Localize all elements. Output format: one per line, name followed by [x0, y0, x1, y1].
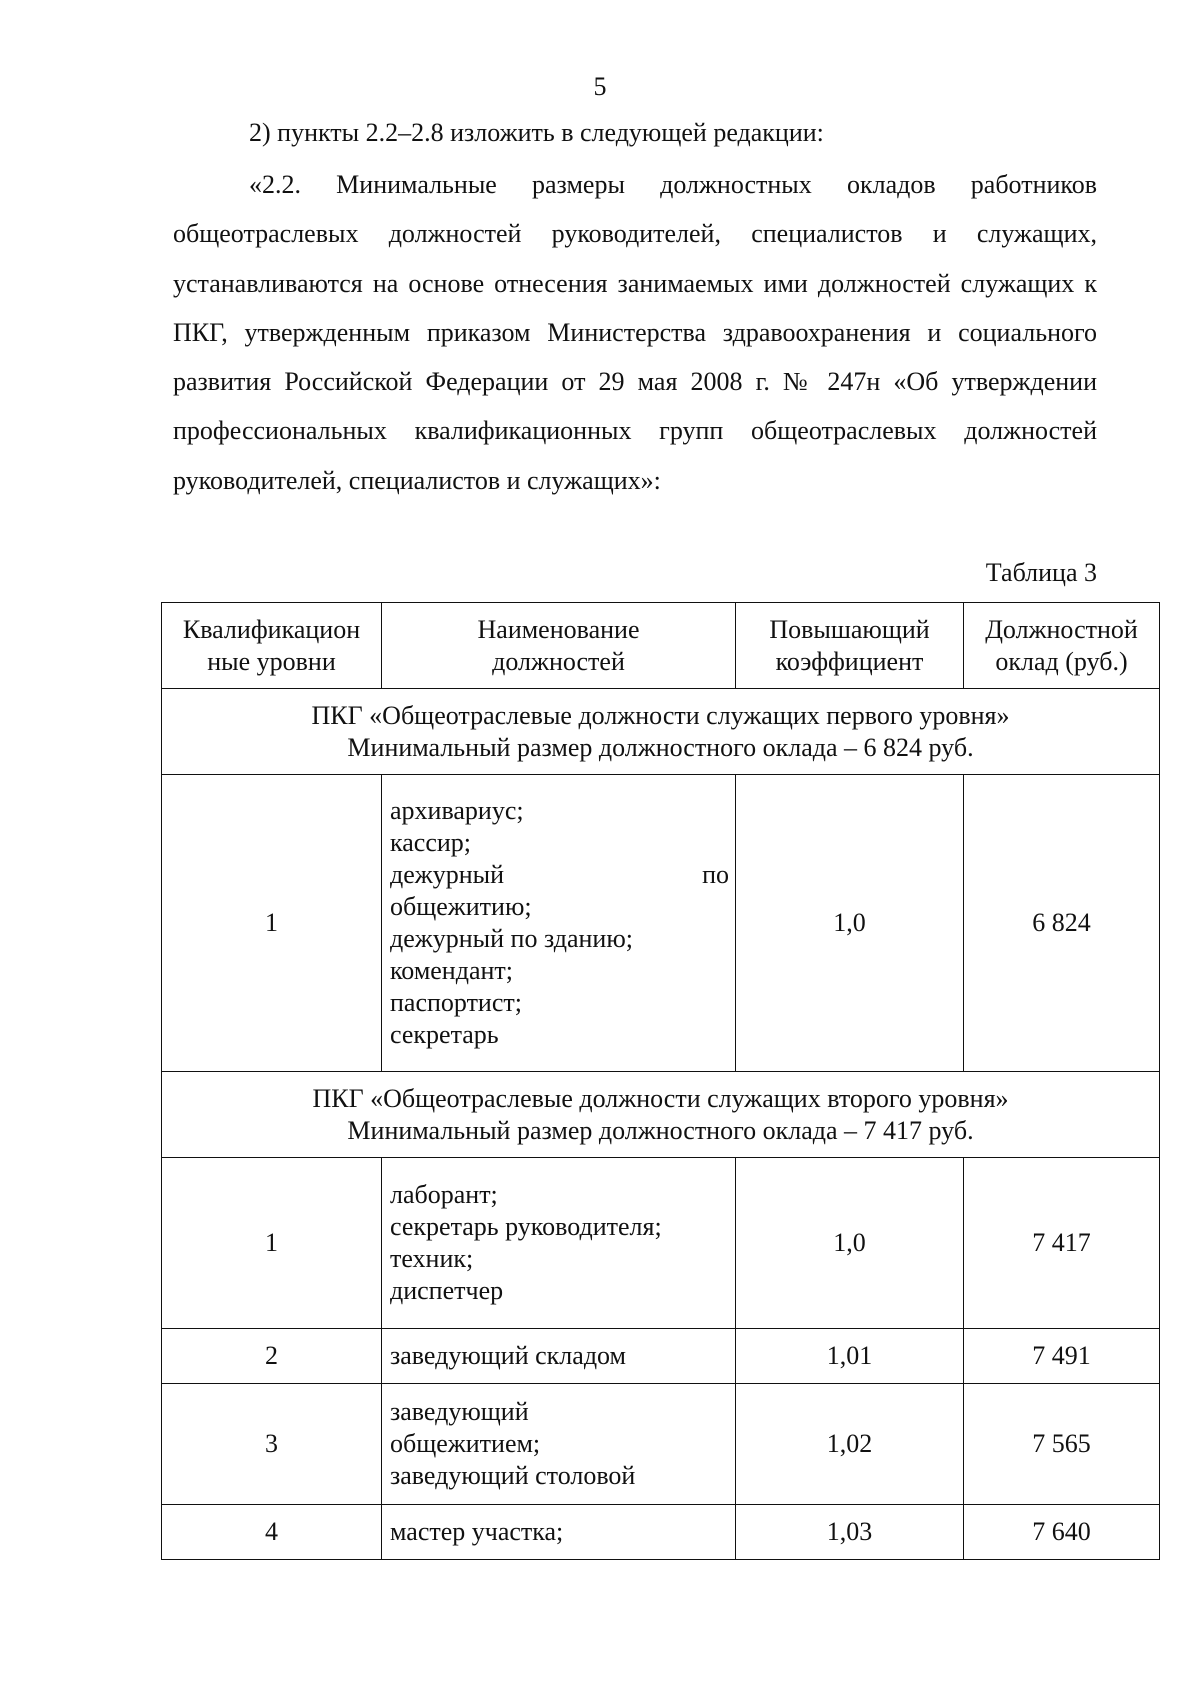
names-cell: [382, 1158, 736, 1329]
names-cell: [382, 1329, 736, 1384]
table-row: [162, 1384, 1160, 1505]
group-min-salary: Минимальный размер должностного оклада – 6 824 руб.: [347, 732, 974, 762]
position-name: мастер участка;: [390, 1517, 564, 1546]
level-cell: 2: [162, 1329, 382, 1384]
salary-cell: 6 824: [964, 775, 1160, 1072]
table-row: [162, 1329, 1160, 1384]
group-header-row: [162, 689, 1160, 775]
position-name: диспетчер: [390, 1276, 504, 1305]
position-name: дежурный по зданию;: [390, 924, 633, 953]
body-paragraph: [173, 160, 1097, 505]
coefficient-cell: 1,03: [736, 1505, 964, 1560]
coefficient-cell: 1,02: [736, 1384, 964, 1505]
intro-line: 2) пункты 2.2–2.8 изложить в следующей редакции:: [249, 118, 824, 147]
group-min-salary: Минимальный размер должностного оклада – 7 417 руб.: [347, 1115, 974, 1145]
table-row: [162, 1505, 1160, 1560]
salary-cell: 7 640: [964, 1505, 1160, 1560]
position-name: заведующий складом: [390, 1341, 627, 1370]
group-title: ПКГ «Общеотраслевые должности служащих первого уровня»: [311, 700, 1010, 730]
level-cell: 4: [162, 1505, 382, 1560]
position-name: паспортист;: [390, 988, 522, 1017]
coefficient-cell: 1,0: [736, 1158, 964, 1329]
position-name: секретарь: [390, 1020, 499, 1049]
table-row: [162, 1158, 1160, 1329]
position-name: техник;: [390, 1244, 474, 1273]
position-name: по: [702, 860, 729, 889]
level-cell: 3: [162, 1384, 382, 1505]
position-name: общежитием;: [390, 1429, 541, 1458]
table-row: [162, 775, 1160, 1072]
position-name: секретарь руководителя;: [390, 1212, 662, 1241]
salary-cell: 7 491: [964, 1329, 1160, 1384]
coefficient-cell: 1,01: [736, 1329, 964, 1384]
names-cell: [382, 1384, 736, 1505]
position-name: лаборант;: [390, 1180, 498, 1209]
group-title-cell: [162, 1072, 1160, 1158]
salary-cell: 7 417: [964, 1158, 1160, 1329]
position-name: комендант;: [390, 956, 513, 985]
level-cell: 1: [162, 1158, 382, 1329]
position-name: дежурный: [390, 860, 505, 889]
page-number: 5: [593, 72, 607, 101]
table-caption: Таблица 3: [985, 558, 1097, 587]
position-name-split: [390, 859, 729, 891]
salary-cell: 7 565: [964, 1384, 1160, 1505]
header-coefficient: Повышающий коэффициент: [736, 603, 964, 689]
group-title-cell: [162, 689, 1160, 775]
position-name: общежитию;: [390, 892, 532, 921]
group-title: ПКГ «Общеотраслевые должности служащих второго уровня»: [312, 1083, 1009, 1113]
header-name: Наименование должностей: [382, 603, 736, 689]
position-name: кассир;: [390, 828, 471, 857]
names-cell: [382, 775, 736, 1072]
position-name: заведующий столовой: [390, 1461, 636, 1490]
position-name: архивариус;: [390, 796, 524, 825]
coefficient-cell: 1,0: [736, 775, 964, 1072]
header-level: Квалификацион ные уровни: [162, 603, 382, 689]
paragraph-text: «2.2. Минимальные размеры должностных окладов работников общеотраслевых должностей руководителей, специалистов и служащих, устанавливаются на основе отнесения занимаемых ими должностей служащих к ПКГ, утвержденным приказом Министерства здравоохранения и социального развития Российской Федерации от 29 мая 2008 г. № 247н «Об утверждении профессиональных квалификационных групп общеотраслевых должностей руководителей, специалистов и служащих»:: [173, 170, 1097, 495]
level-cell: 1: [162, 775, 382, 1072]
table-header-row: [162, 603, 1160, 689]
salary-table: [161, 602, 1160, 1560]
header-salary: Должностной оклад (руб.): [964, 603, 1160, 689]
names-cell: [382, 1505, 736, 1560]
group-header-row: [162, 1072, 1160, 1158]
position-name: заведующий: [390, 1397, 529, 1426]
